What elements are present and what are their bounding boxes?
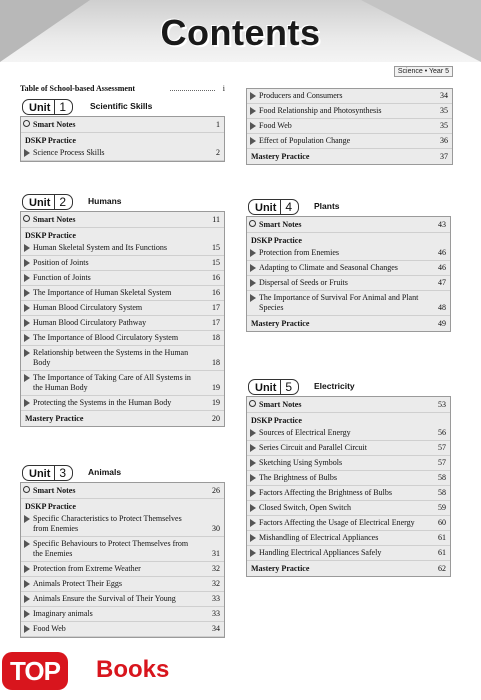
entry-title: Factors Affecting the Brightness of Bulbs [259, 488, 392, 497]
mastery-practice-entry[interactable] [247, 561, 450, 576]
page-number: 57 [438, 443, 446, 452]
entry-title: Human Skeletal System and Its Functions [33, 243, 167, 252]
page-number: 31 [212, 549, 220, 558]
arrow-icon [250, 429, 256, 437]
page-number: 62 [438, 564, 446, 573]
toc-entry[interactable] [21, 622, 224, 637]
mastery-label: Mastery Practice [25, 414, 84, 423]
toc-entry[interactable] [247, 426, 450, 441]
mastery-label: Mastery Practice [251, 152, 310, 161]
unit-3-header [20, 464, 225, 482]
unit-3-section [20, 464, 225, 638]
entry-title: The Importance of Human Skeletal System [33, 288, 172, 297]
page-number: 61 [438, 533, 446, 542]
school-assessment-label: Table of School-based Assessment [20, 84, 136, 93]
smart-notes-entry[interactable] [21, 483, 224, 499]
arrow-icon [24, 580, 30, 588]
unit-word: Unit [29, 468, 51, 480]
page-number: 32 [212, 564, 220, 573]
entry-title: Producers and Consumers [259, 91, 343, 100]
unit-1-tag [22, 99, 73, 115]
arrow-icon [250, 279, 256, 287]
page-number: 17 [212, 318, 220, 327]
toc-entry[interactable] [247, 456, 450, 471]
toc-entry[interactable] [21, 241, 224, 256]
unit-4-section [246, 198, 451, 332]
dskp-practice-heading: DSKP Practice [25, 231, 76, 240]
page-number: 32 [212, 579, 220, 588]
unit-4-box [246, 216, 451, 332]
toc-entry[interactable] [21, 537, 224, 562]
entry-title: Protecting the Systems in the Human Body [33, 398, 172, 407]
unit-4-name: Plants [314, 201, 340, 211]
arrow-icon [24, 399, 30, 407]
unit-5-tag [248, 379, 299, 395]
toc-entry[interactable] [21, 316, 224, 331]
toc-entry[interactable] [21, 331, 224, 346]
unit-2-tag [22, 194, 73, 210]
entry-title: Position of Joints [33, 258, 89, 267]
arrow-icon [250, 459, 256, 467]
toc-entry[interactable] [21, 271, 224, 286]
arrow-icon [24, 319, 30, 327]
page-number: 56 [438, 428, 446, 437]
magnifier-icon [23, 486, 30, 493]
toc-entry[interactable] [247, 546, 450, 561]
unit-3-box [20, 482, 225, 638]
unit-1-box [20, 116, 225, 162]
arrow-icon [24, 610, 30, 618]
arrow-icon [250, 137, 256, 145]
arrow-icon [24, 149, 30, 157]
toc-entry[interactable] [21, 577, 224, 592]
toc-entry[interactable] [247, 471, 450, 486]
unit-number: 1 [54, 100, 66, 114]
unit-2-section [20, 193, 225, 427]
page-number: 2 [216, 148, 220, 157]
toc-entry[interactable] [247, 89, 452, 104]
mastery-label: Mastery Practice [251, 319, 310, 328]
unit-3-tag [22, 465, 73, 481]
page-number: 16 [212, 288, 220, 297]
page-number: 57 [438, 458, 446, 467]
entry-title: Factors Affecting the Usage of Electrical Energy [259, 518, 415, 527]
mastery-practice-entry[interactable] [21, 411, 224, 426]
magnifier-icon [23, 215, 30, 222]
entry-title: Specific Behaviours to Protect Themselves from the Enemies [33, 539, 189, 558]
page-number: 19 [212, 383, 220, 392]
arrow-icon [250, 504, 256, 512]
page-number: 34 [212, 624, 220, 633]
page-number: 59 [438, 503, 446, 512]
unit-word: Unit [29, 102, 51, 114]
toc-entry[interactable] [21, 607, 224, 622]
smart-notes-label: Smart Notes [259, 400, 302, 409]
page-number: 33 [212, 609, 220, 618]
leader-dots [170, 90, 215, 91]
page-number: 43 [438, 220, 446, 229]
entry-title: The Importance of Survival For Animal and Plant Species [259, 293, 419, 312]
unit-1-continued-box [246, 88, 453, 165]
school-assessment-entry[interactable] [20, 84, 225, 93]
unit-word: Unit [255, 382, 277, 394]
magnifier-icon [23, 120, 30, 127]
arrow-icon [250, 519, 256, 527]
arrow-icon [250, 122, 256, 130]
arrow-icon [24, 289, 30, 297]
arrow-icon [24, 304, 30, 312]
unit-2-name: Humans [88, 196, 122, 206]
unit-5-header [246, 378, 451, 396]
entry-title: The Brightness of Bulbs [259, 473, 337, 482]
toc-entry[interactable] [21, 256, 224, 271]
entry-title: Human Blood Circulatory Pathway [33, 318, 147, 327]
arrow-icon [250, 264, 256, 272]
arrow-icon [250, 489, 256, 497]
arrow-icon [24, 334, 30, 342]
arrow-icon [250, 474, 256, 482]
page-number: 34 [440, 91, 448, 100]
smart-notes-entry[interactable] [247, 217, 450, 233]
page-number: 37 [440, 152, 448, 161]
toc-entry[interactable] [247, 246, 450, 261]
page-number: 49 [438, 319, 446, 328]
logo-books-text: Books [96, 656, 170, 683]
toc-entry[interactable] [247, 531, 450, 546]
toc-entry[interactable] [21, 562, 224, 577]
page-number: 1 [216, 120, 220, 129]
unit-number: 5 [280, 380, 292, 394]
magnifier-icon [249, 400, 256, 407]
entry-title: Handling Electrical Appliances Safely [259, 548, 382, 557]
toc-entry[interactable] [21, 286, 224, 301]
arrow-icon [24, 244, 30, 252]
page-number: 46 [438, 248, 446, 257]
arrow-icon [24, 595, 30, 603]
entry-title: Series Circuit and Parallel Circuit [259, 443, 367, 452]
entry-title: Relationship between the Systems in the Human Body [33, 348, 189, 367]
page-number: 47 [438, 278, 446, 287]
toc-entry[interactable] [247, 119, 452, 134]
entry-title: Food Web [33, 624, 66, 633]
entry-title: Food Web [259, 121, 292, 130]
arrow-icon [250, 107, 256, 115]
arrow-icon [250, 534, 256, 542]
unit-word: Unit [29, 197, 51, 209]
entry-title: Science Process Skills [33, 148, 105, 157]
page-number: 35 [440, 121, 448, 130]
school-assessment-page: i [222, 84, 225, 93]
arrow-icon [24, 374, 30, 382]
page-number: 33 [212, 594, 220, 603]
page-number: 11 [212, 215, 220, 224]
entry-title: Food Relationship and Photosynthesis [259, 106, 382, 115]
page-number: 53 [438, 400, 446, 409]
unit-1-name: Scientific Skills [90, 101, 153, 111]
entry-title: Specific Characteristics to Protect Themselves from Enemies [33, 514, 182, 533]
entry-title: Adapting to Climate and Seasonal Changes [259, 263, 398, 272]
entry-title: Sources of Electrical Energy [259, 428, 351, 437]
toc-entry[interactable] [21, 512, 224, 537]
entry-title: Human Blood Circulatory System [33, 303, 143, 312]
logo-top-text: TOP [2, 652, 68, 690]
mastery-practice-entry[interactable] [247, 149, 452, 164]
unit-4-tag [248, 199, 299, 215]
unit-number: 3 [54, 466, 66, 480]
page-number: 46 [438, 263, 446, 272]
arrow-icon [24, 349, 30, 357]
page-number: 58 [438, 488, 446, 497]
toc-entry[interactable] [21, 592, 224, 607]
page-number: 19 [212, 398, 220, 407]
page-number: 35 [440, 106, 448, 115]
toc-entry[interactable] [247, 276, 450, 291]
toc-entry[interactable] [247, 104, 452, 119]
entry-title: Dispersal of Seeds or Fruits [259, 278, 348, 287]
entry-title: Mishandling of Electrical Appliances [259, 533, 379, 542]
toc-entry[interactable] [21, 346, 224, 371]
unit-4-header [246, 198, 451, 216]
toc-entry[interactable] [21, 396, 224, 411]
unit-1-section [20, 98, 225, 162]
entry-title: The Importance of Taking Care of All Systems in the Human Body [33, 373, 191, 392]
smart-notes-label: Smart Notes [259, 220, 302, 229]
arrow-icon [250, 444, 256, 452]
entry-title: Closed Switch, Open Switch [259, 503, 351, 512]
topbooks-logo [0, 650, 200, 700]
page-number: 26 [212, 486, 220, 495]
arrow-icon [250, 249, 256, 257]
page-number: 18 [212, 358, 220, 367]
arrow-icon [250, 549, 256, 557]
page-number: 58 [438, 473, 446, 482]
entry-title: The Importance of Blood Circulatory System [33, 333, 179, 342]
page-number: 48 [438, 303, 446, 312]
unit-2-header [20, 193, 225, 211]
page-number: 30 [212, 524, 220, 533]
smart-notes-label: Smart Notes [33, 486, 76, 495]
page-number: 17 [212, 303, 220, 312]
arrow-icon [24, 540, 30, 548]
toc-entry[interactable] [21, 371, 224, 396]
arrow-icon [24, 259, 30, 267]
unit-5-section [246, 378, 451, 577]
toc-entry[interactable] [247, 501, 450, 516]
smart-notes-entry[interactable] [21, 212, 224, 228]
entry-title: Function of Joints [33, 273, 91, 282]
unit-word: Unit [255, 202, 277, 214]
toc-entry[interactable] [247, 441, 450, 456]
page-title: Contents [160, 12, 321, 53]
entry-title: Sketching Using Symbols [259, 458, 343, 467]
dskp-practice-heading: DSKP Practice [25, 502, 76, 511]
unit-number: 2 [54, 195, 66, 209]
mastery-label: Mastery Practice [251, 564, 310, 573]
page-number: 60 [438, 518, 446, 527]
mastery-practice-entry[interactable] [247, 316, 450, 331]
smart-notes-entry[interactable] [21, 117, 224, 133]
toc-entry[interactable] [21, 301, 224, 316]
arrow-icon [24, 565, 30, 573]
toc-entry[interactable] [247, 261, 450, 276]
smart-notes-label: Smart Notes [33, 120, 76, 129]
toc-entry[interactable] [247, 291, 450, 316]
entry-title: Protection from Extreme Weather [33, 564, 141, 573]
page-number: 61 [438, 548, 446, 557]
entry-title: Animals Ensure the Survival of Their Young [33, 594, 176, 603]
page-number: 20 [212, 414, 220, 423]
unit-3-name: Animals [88, 467, 122, 477]
dskp-practice-heading: DSKP Practice [251, 416, 302, 425]
arrow-icon [24, 274, 30, 282]
dskp-practice-heading: DSKP Practice [25, 136, 76, 145]
arrow-icon [24, 515, 30, 523]
page-number: 18 [212, 333, 220, 342]
unit-5-name: Electricity [314, 381, 355, 391]
magnifier-icon [249, 220, 256, 227]
subject-tag: Science • Year 5 [394, 66, 453, 77]
page-number: 16 [212, 273, 220, 282]
arrow-icon [250, 92, 256, 100]
smart-notes-label: Smart Notes [33, 215, 76, 224]
toc-entry[interactable] [21, 146, 224, 161]
toc-entry[interactable] [247, 516, 450, 531]
entry-title: Imaginary animals [33, 609, 93, 618]
entry-title: Protection from Enemies [259, 248, 339, 257]
page-number: 36 [440, 136, 448, 145]
smart-notes-entry[interactable] [247, 397, 450, 413]
unit-number: 4 [280, 200, 292, 214]
toc-entry[interactable] [247, 486, 450, 501]
unit-1-header [20, 98, 225, 116]
page-number: 15 [212, 258, 220, 267]
entry-title: Effect of Population Change [259, 136, 351, 145]
unit-2-box [20, 211, 225, 427]
dskp-practice-heading: DSKP Practice [251, 236, 302, 245]
entry-title: Animals Protect Their Eggs [33, 579, 122, 588]
toc-entry[interactable] [247, 134, 452, 149]
page-number: 15 [212, 243, 220, 252]
unit-5-box [246, 396, 451, 577]
arrow-icon [24, 625, 30, 633]
arrow-icon [250, 294, 256, 302]
